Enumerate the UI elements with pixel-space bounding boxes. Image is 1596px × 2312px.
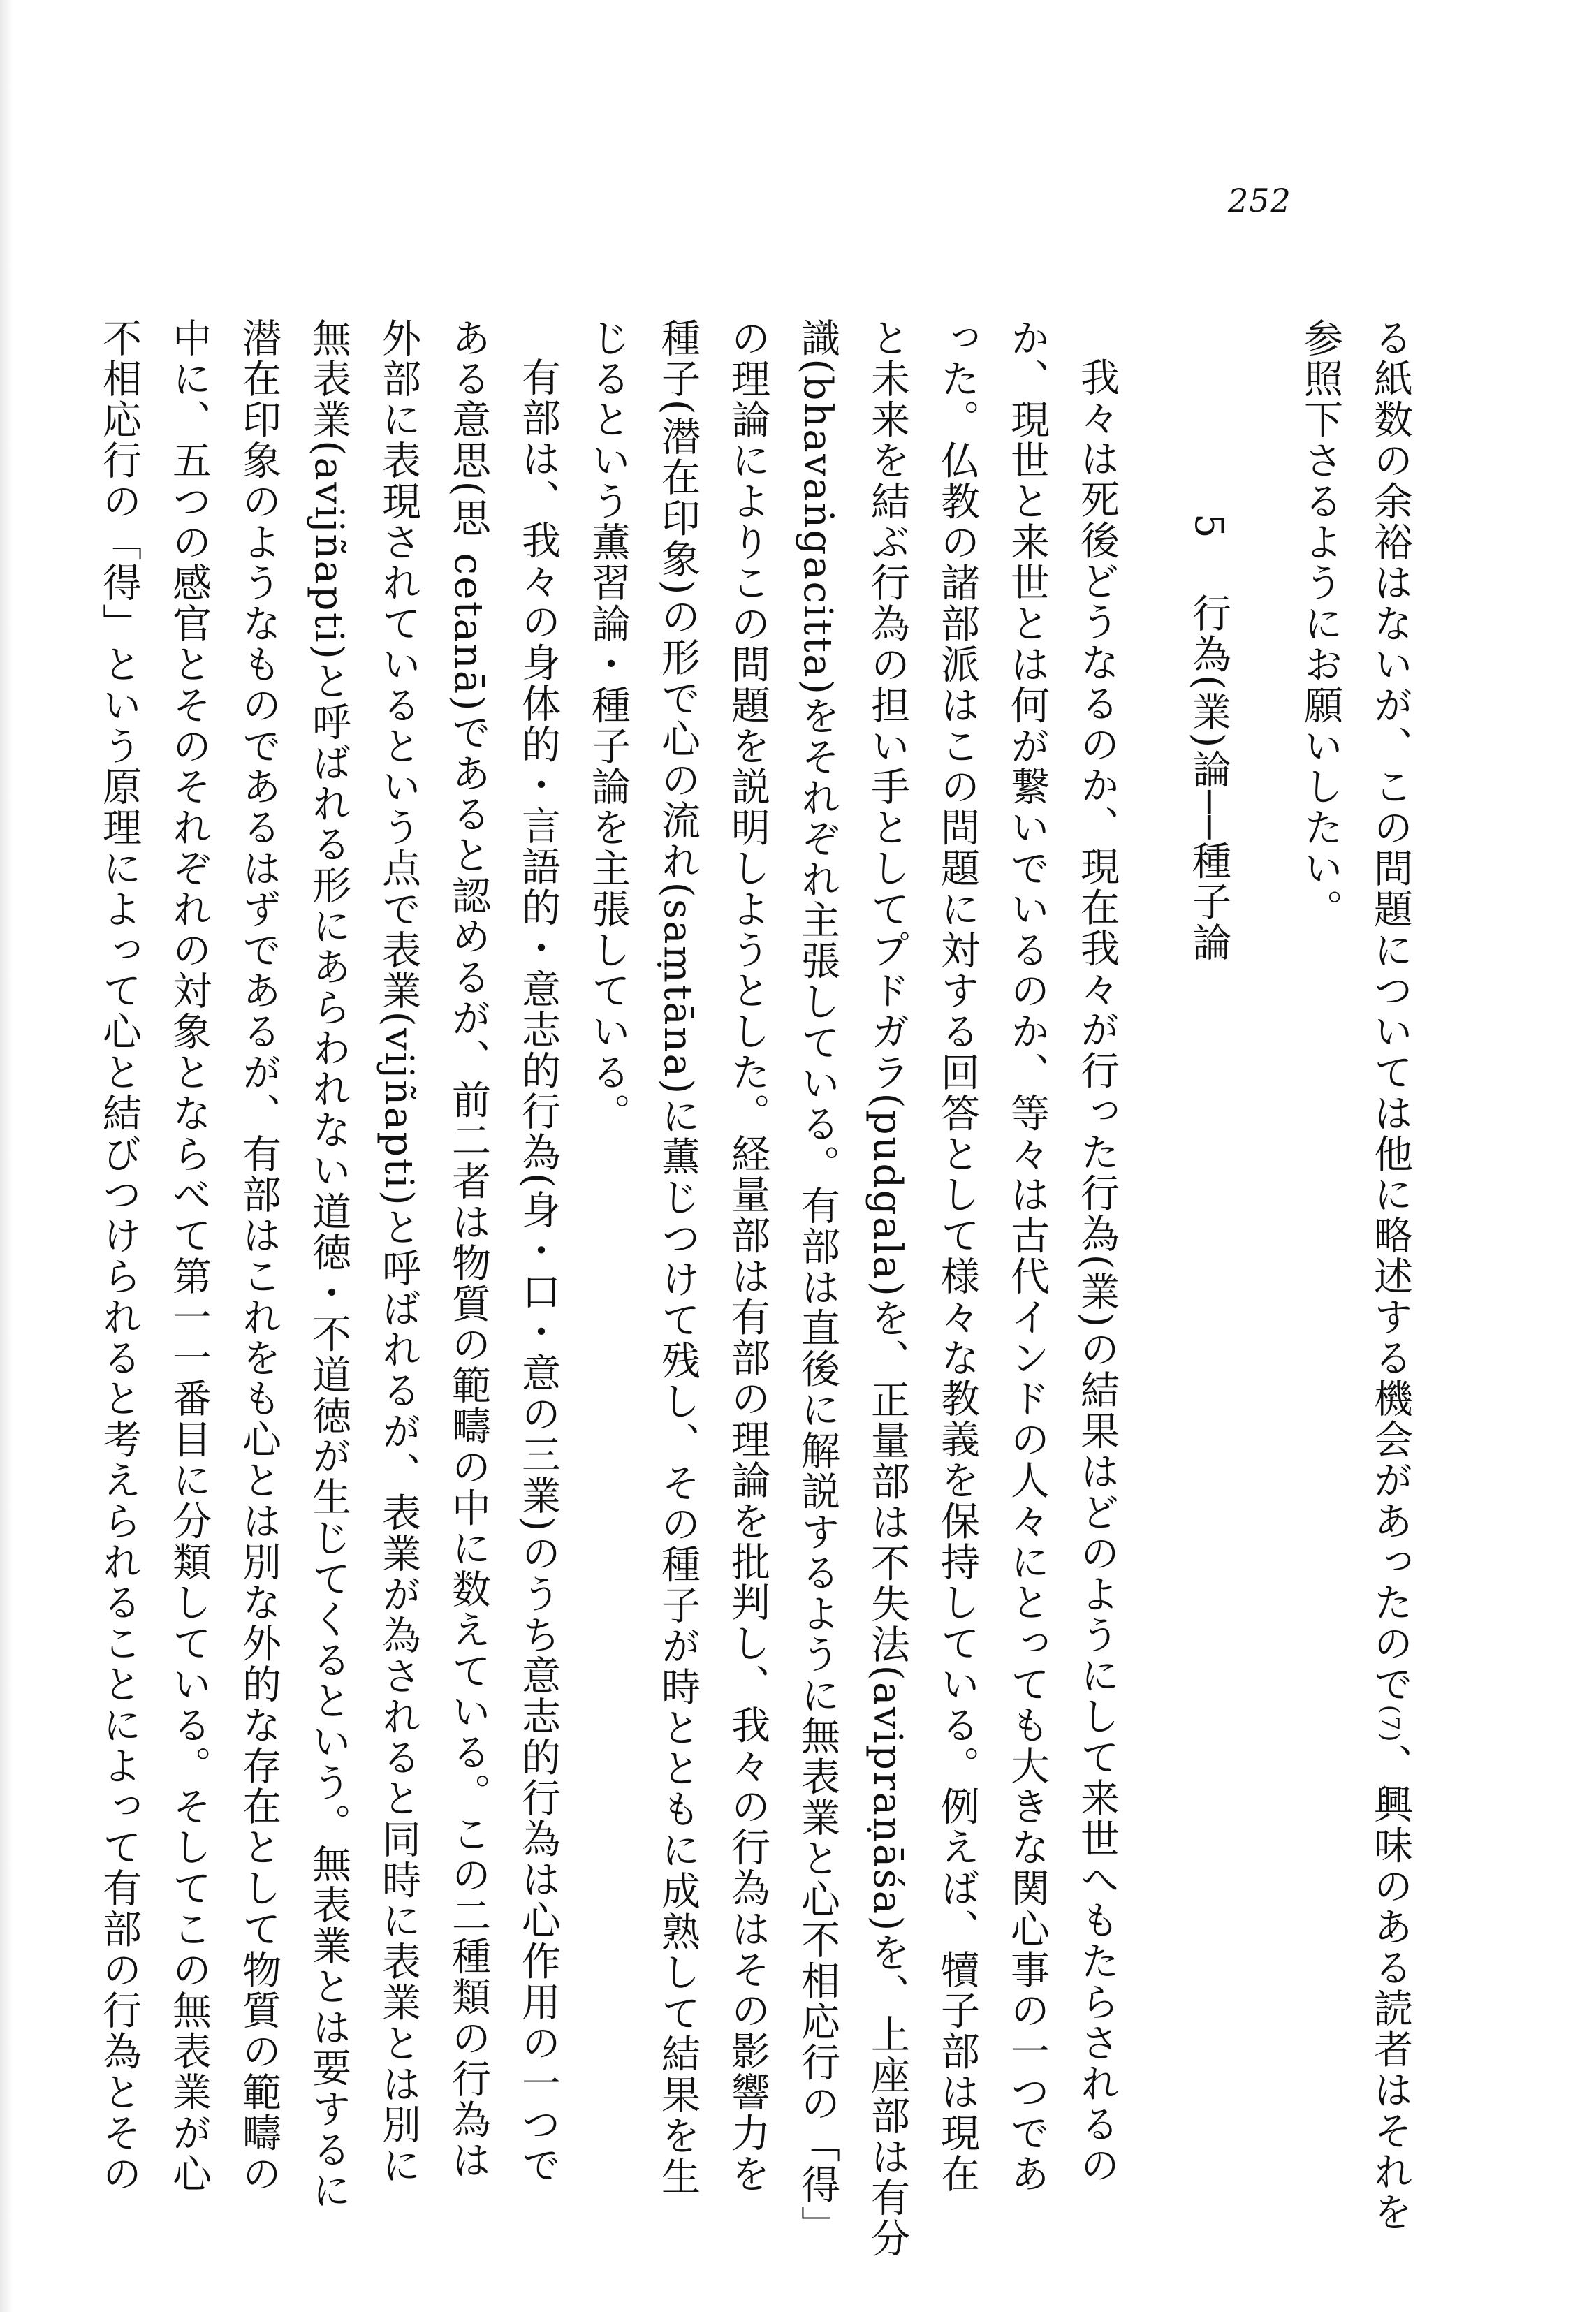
text-line: 不相応行の「得」という原理によって心と結びつけられると考えられることによって有部の行為とその [96,318,142,2195]
text-line: 外部に表現されているという点で表業(vijñapti)と呼ばれるが、表業が為されると同時に表業とは別に [376,318,421,2186]
text-line: る紙数の余裕はないが、この問題については他に略述する機会があったので(7)、興味のある読者はそれを [1368,318,1413,2233]
vertical-text-body [0,318,1425,2295]
text-line: 潜在印象のようなものであるはずであるが、有部はこれをも心とは別な外的な存在として物質の範疇の [236,318,281,2195]
section-heading [1173,318,1243,2295]
section-title: 行為(業)論──種子論 [1186,593,1231,963]
text-line: の理論によりこの問題を説明しようとした。経量部は有部の理論を批判し、我々の行為はその影響力を [725,318,770,2195]
text-line: 有部は、我々の身体的・言語的・意志的行為(身・口・意の三業)のうち意志的行為は心作用の一つで [515,357,561,2186]
text-line: 中に、五つの感官とそのそれぞれの対象とならべて第一一番目に分類している。そしてこの無表業が心 [166,318,212,2195]
footnote-marker: (7) [1376,1704,1404,1743]
section-number: 5 [1186,513,1231,541]
text-line: か、現世と来世とは何が繋いでいるのか、等々は古代インドの人々にとっても大きな関心事の一つであ [1004,318,1050,2195]
text-line: 我々は死後どうなるのか、現在我々が行った行為(業)の結果はどのようにして来世へもたらされるの [1074,357,1120,2186]
text-line: 参照下さるようにお願いしたい。 [1298,318,1343,930]
text-line: 識(bhavaṅgacitta)をそれぞれ主張している。有部は直後に解説するように無表業と心不相応行の「得」 [795,318,840,2246]
text-line: ある意思(思 cetanā)であると認めるが、前二者は物質の範疇の中に数えている。この二種類の行為は [446,318,491,2181]
text-line: った。仏教の諸部派はこの問題に対する回答として様々な教義を保持している。例えば、犢子部は現在 [935,318,980,2195]
text-line: と未来を結ぶ行為の担い手としてプドガラ(pudgala)を、正量部は不失法(avipraṇāśa)を、上座部は有分 [865,318,910,2259]
text-line: 無表業(avijñapti)と呼ばれる形にあらわれない道徳・不道徳が生じてくるという。無表業とは要するに [306,318,351,2211]
text-line: 種子(潜在印象)の形で心の流れ(saṃtāna)に薫じつけて残し、その種子が時とともに成熟して結果を生 [655,318,701,2197]
page-number: 252 [1228,182,1291,219]
text-line: じるという薫習論・種子論を主張している。 [585,318,631,1134]
